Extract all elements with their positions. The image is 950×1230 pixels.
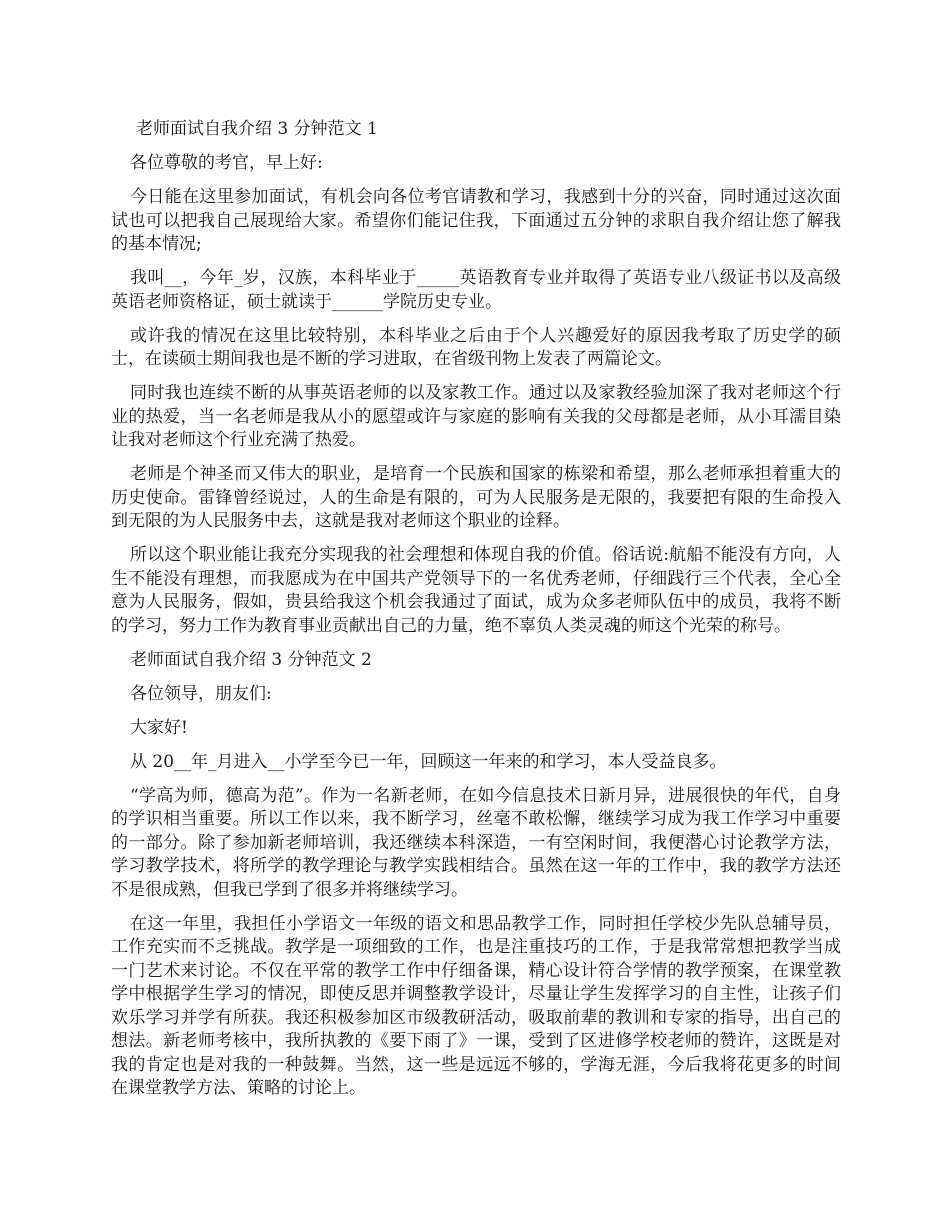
paragraph: 我叫__，今年_岁，汉族，本科毕业于_____英语教育专业并取得了英语专业八级证书以及高级英语老师资格证，硕士就读于______学院历史专业。 [111,268,841,312]
section-title-1: 老师面试自我介绍 3 分钟范文 1 [136,119,378,139]
paragraph: 所以这个职业能让我充分实现我的社会理想和体现自我的价值。俗话说:航船不能没有方向，人生不能没有理想，而我愿成为在中国共产党领导下的一名优秀老师，仔细践行三个代表，全心全意为人民服务，假如，贵县给我这个机会我通过了面试，成为众多老师队伍中的成员，我将不断的学习，努力工作为教育事业贡献出自己的力量，绝不辜负人类灵魂的师这个光荣的称号。 [111,545,841,636]
greeting-2: 各位领导，朋友们: [130,683,272,704]
paragraph: 或许我的情况在这里比较特别，本科毕业之后由于个人兴趣爱好的原因我考取了历史学的硕士，在读硕士期间我也是不断的学习进取，在省级刊物上发表了两篇论文。 [111,325,841,369]
paragraph: 在这一年里，我担任小学语文一年级的语文和思品教学工作，同时担任学校少先队总辅导员，工作充实而不乏挑战。教学是一项细致的工作，也是注重技巧的工作，于是我常常想把教学当成一门艺术来讨论。不仅在平常的教学工作中仔细备课，精心设计符合学情的教学预案，在课堂教学中根据学生学习的情况，即使反思并调整教学设计，尽量让学生发挥学习的自主性，让孩子们欢乐学习并学有所获。我还积极参加区市级教研活动，吸取前辈的教训和专家的指导，出自己的想法。新老师考核中，我所执教的《要下雨了》一课，受到了区进修学校老师的赞许，这既是对我的肯定也是对我的一种鼓舞。当然，这一些是远远不够的，学海无涯，今后我将花更多的时间在课堂教学方法、策略的讨论上。 [111,913,841,1098]
paragraph: 今日能在这里参加面试，有机会向各位考官请教和学习，我感到十分的兴奋，同时通过这次面试也可以把我自己展现给大家。希望你们能记住我，下面通过五分钟的求职自我介绍让您了解我的基本情况; [111,187,841,254]
greeting-1: 各位尊敬的考官，早上好: [130,153,323,173]
paragraph: 老师是个神圣而又伟大的职业，是培育一个民族和国家的栋梁和希望，那么老师承担着重大的历史使命。雷锋曾经说过，人的生命是有限的，可为人民服务是无限的，我要把有限的生命投入到无限的为人民服务中去，这就是我对老师这个职业的诠释。 [111,464,841,531]
document-body [111,118,841,1111]
greeting-3: 大家好! [130,717,188,738]
paragraph: 从 20__年_月进入__小学至今已一年，回顾这一年来的和学习，本人受益良多。 [130,751,727,772]
paragraph: “学高为师，德高为范”。作为一名新老师，在如今信息技术日新月异，进展很快的年代，自身的学识相当重要。所以工作以来，我不断学习，丝毫不敢松懈，继续学习成为我工作学习中重要的一部分。除了参加新老师培训，我还继续本科深造，一有空闲时间，我便潜心讨论教学方法，学习教学技术，将所学的教学理论与教学实践相结合。虽然在这一年的工作中，我的教学方法还不是很成熟，但我已学到了很多并将继续学习。 [111,785,841,900]
section-title-2: 老师面试自我介绍 3 分钟范文 2 [130,649,372,670]
paragraph: 同时我也连续不断的从事英语老师的以及家教工作。通过以及家教经验加深了我对老师这个行业的热爱，当一名老师是我从小的愿望或许与家庭的影响有关我的父母都是老师，从小耳濡目染让我对老师这个行业充满了热爱。 [111,383,841,450]
